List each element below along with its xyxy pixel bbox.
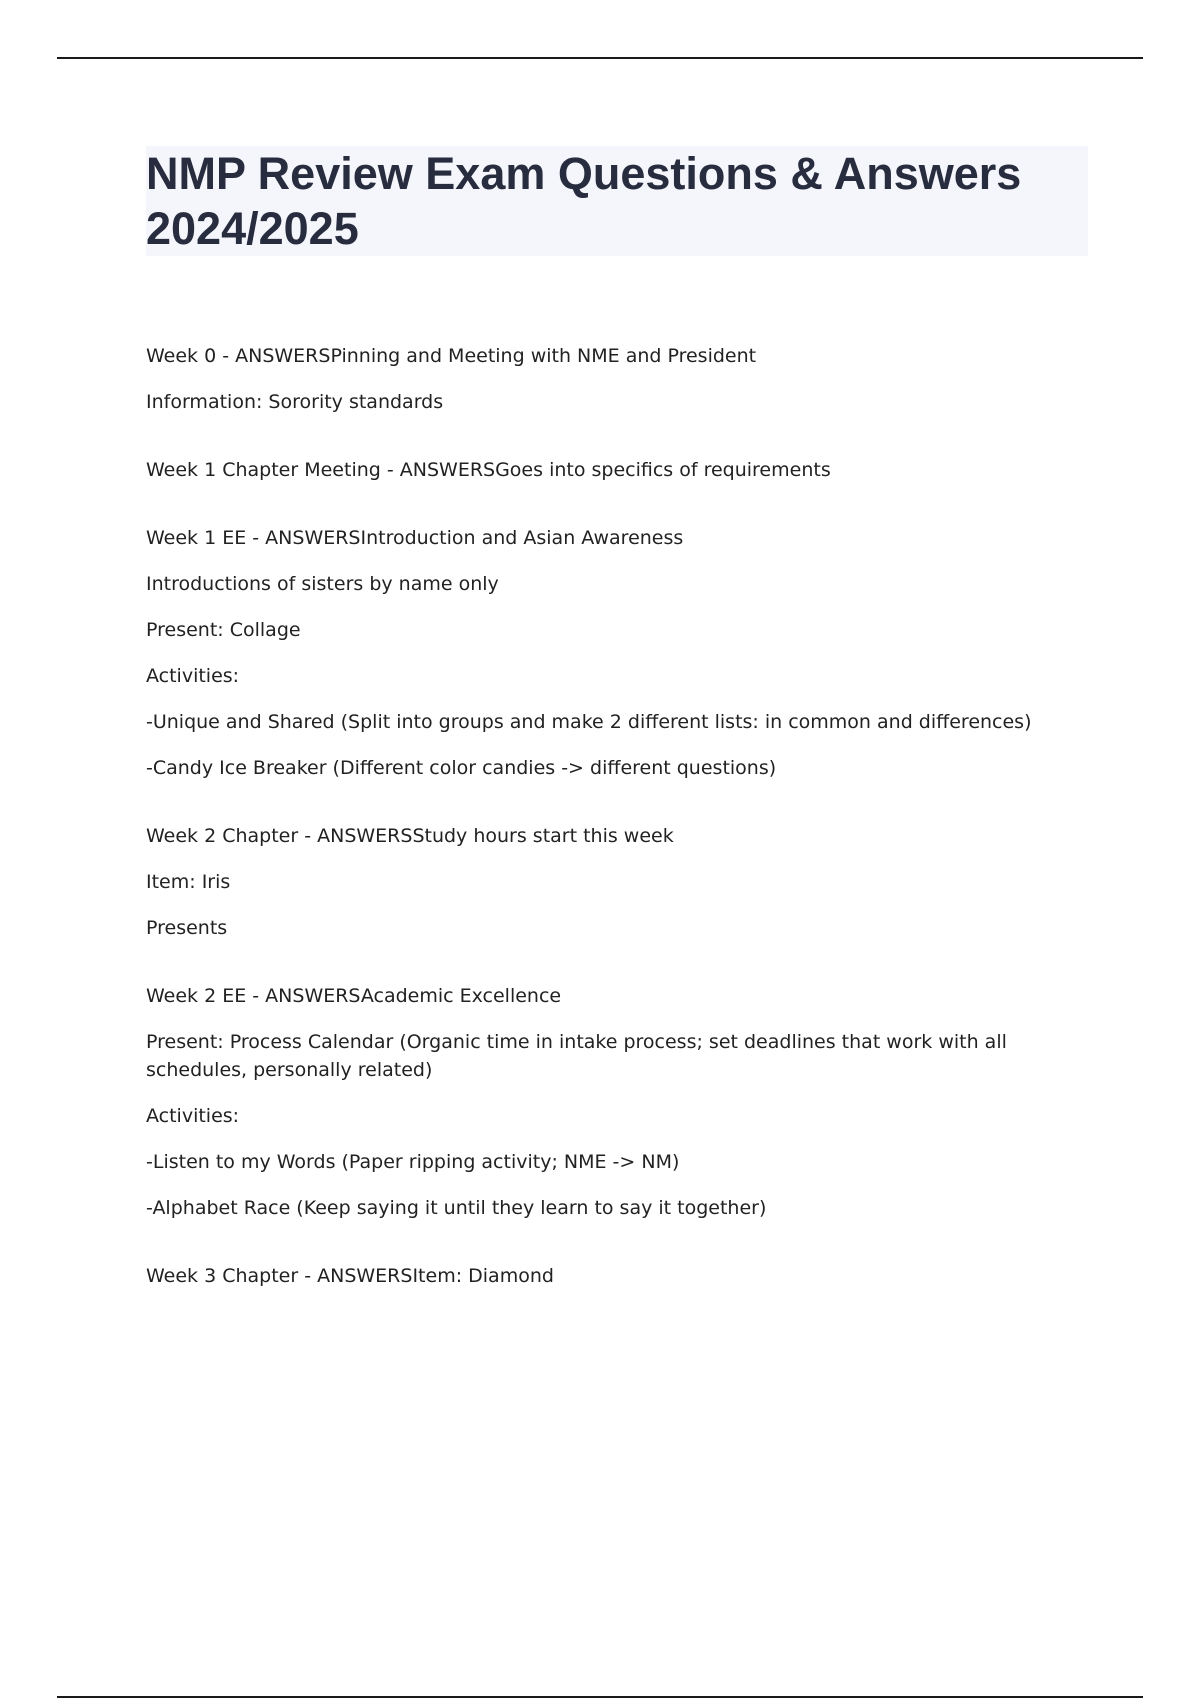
entry-detail-line: Presents [146, 917, 228, 939]
entry-question-line: Week 2 Chapter - ANSWERSStudy hours start this week [146, 825, 674, 847]
entry-detail-line: -Candy Ice Breaker (Different color candies -> different questions) [146, 757, 777, 779]
entry-detail-line: Introductions of sisters by name only [146, 573, 499, 595]
qa-entry-week-2-chapter [146, 822, 1086, 942]
entry-question-line: Week 1 EE - ANSWERSIntroduction and Asian Awareness [146, 527, 684, 549]
entry-question-line: Week 2 EE - ANSWERSAcademic Excellence [146, 985, 562, 1007]
entry-detail-line: Item: Iris [146, 871, 231, 893]
entry-detail-line: -Listen to my Words (Paper ripping activity; NME -> NM) [146, 1151, 680, 1173]
entry-detail-line: Information: Sorority standards [146, 391, 444, 413]
entry-question-line: Week 1 Chapter Meeting - ANSWERSGoes into specifics of requirements [146, 459, 831, 481]
qa-entry-week-3-chapter [146, 1262, 1086, 1290]
top-divider [57, 57, 1143, 59]
entry-detail-line: Present: Collage [146, 619, 301, 641]
entry-question-line: Week 3 Chapter - ANSWERSItem: Diamond [146, 1265, 554, 1287]
qa-entry-week-2-ee [146, 982, 1086, 1222]
entry-detail-line: Activities: [146, 1105, 240, 1127]
entry-detail-line: Activities: [146, 665, 240, 687]
qa-entry-week-0 [146, 342, 1086, 416]
qa-entry-week-1-ee [146, 524, 1086, 782]
entry-detail-line: -Alphabet Race (Keep saying it until they learn to say it together) [146, 1197, 767, 1219]
entry-detail-line: Present: Process Calendar (Organic time in intake process; set deadlines that work with all schedules, personally related) [146, 1031, 1007, 1081]
title-block [146, 146, 1088, 256]
page-title-line-2: 2024/2025 [146, 203, 359, 254]
qa-entry-week-1-chapter [146, 456, 1086, 484]
entry-question-line: Week 0 - ANSWERSPinning and Meeting with NME and President [146, 345, 757, 367]
document-body [146, 342, 1086, 1290]
page-title-line-1: NMP Review Exam Questions & Answers [146, 148, 1022, 199]
entry-detail-line: -Unique and Shared (Split into groups and make 2 different lists: in common and differences) [146, 711, 1032, 733]
bottom-divider [57, 1696, 1143, 1698]
